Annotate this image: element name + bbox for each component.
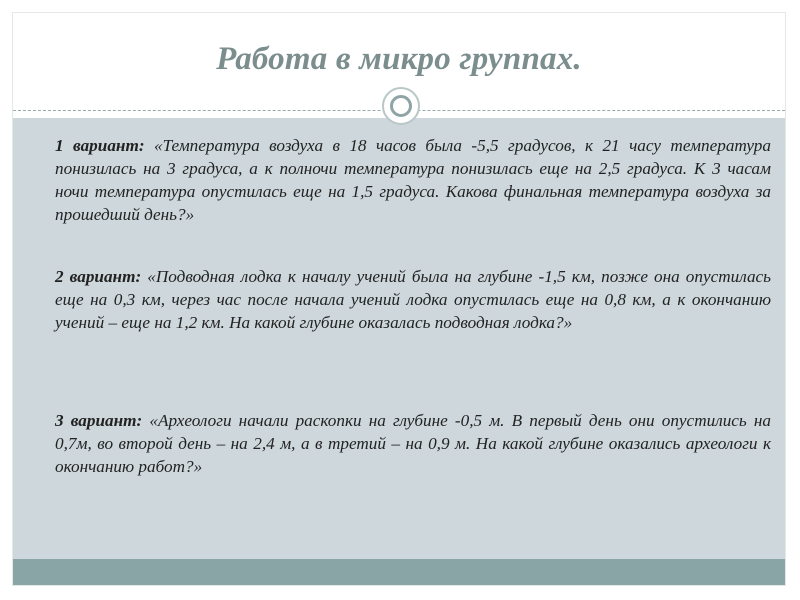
- variant-2-paragraph: [55, 265, 771, 334]
- variant-1-paragraph: [55, 134, 771, 226]
- ring-ornament-inner-icon: [390, 95, 412, 117]
- slide-title: Работа в микро группах.: [216, 41, 582, 77]
- variant-2-label: 2 вариант:: [55, 267, 142, 286]
- variant-3-paragraph: [55, 409, 771, 478]
- variant-1-text: «Температура воздуха в 18 часов была -5,5 градусов, к 21 часу температура понизилась на 3 градуса, а к полночи температура понизилась еще на 2,5 градуса. К 3 часам ночи температура опустилась еще на 1,5 градуса. Какова финальная температура воздуха за прошедший день?»: [55, 136, 771, 224]
- variant-1-label: 1 вариант:: [55, 136, 145, 155]
- variant-2-text: «Подводная лодка к началу учений была на глубине -1,5 км, позже она опустилась еще на 0,3 км, через час после начала учений лодка опустилась еще на 0,8 км, а к окончанию учений – еще на 1,2 км. На какой глубине оказалась подводная лодка?»: [55, 267, 771, 332]
- variant-3-text: «Археологи начали раскопки на глубине -0,5 м. В первый день они опустились на 0,7м, во второй день – на 2,4 м, а в третий – на 0,9 м. На какой глубине оказались археологи к окончанию работ?»: [55, 411, 771, 476]
- bottom-bar: [13, 559, 785, 586]
- variant-3-label: 3 вариант:: [55, 411, 143, 430]
